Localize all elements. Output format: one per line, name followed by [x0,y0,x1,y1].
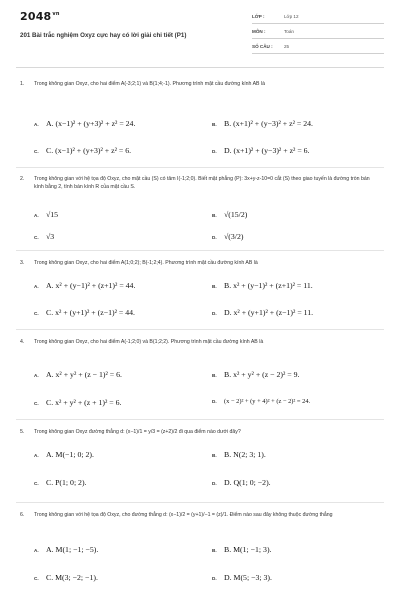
option-b[interactable] [212,210,247,219]
question-number: 2. [20,176,25,182]
option-label: C. [34,235,39,240]
option-a[interactable] [34,370,122,379]
meta-label: MÔN : [252,29,266,34]
option-c[interactable] [34,308,135,317]
meta-divider [252,38,384,39]
option-d[interactable] [212,232,243,241]
option-value: B. x² + (y−1)² + (z+1)² = 11. [224,281,313,290]
meta-class [252,14,299,19]
meta-subject [252,29,294,34]
option-label: C. [34,481,39,486]
option-value: A. x² + y² + (z − 1)² = 6. [46,370,122,379]
option-label: B. [212,213,217,218]
option-label: A. [34,122,39,127]
option-label: D. [212,235,217,240]
option-label: D. [212,576,217,581]
option-value: A. M(1; −1; −5). [46,545,99,554]
option-d[interactable] [212,573,272,582]
meta-value: Lớp 12 [284,14,299,19]
meta-label: LỚP : [252,14,265,19]
option-label: C. [34,401,39,406]
option-label: C. [34,576,39,581]
question-text: Trong không gian với hệ tọa độ Oxyz, cho mặt cầu (S) có tâm I(-1;2;0). Biết mặt phẳng (P): 3x+y-z-10=0 cắt (S) theo giao tuyến là đường tròn bán kính bằng 2, tính bán kính R của mặt cầu S. [34,176,370,191]
meta-label: SỐ CÂU : [252,44,273,49]
option-value: C. x² + y² + (z + 1)² = 6. [46,398,122,407]
option-label: A. [34,284,39,289]
option-c[interactable] [34,478,87,487]
option-c[interactable] [34,146,131,155]
option-b[interactable] [212,545,272,554]
option-a[interactable] [34,119,135,128]
header-divider [16,67,384,68]
question-number: 6. [20,512,25,518]
option-value: C. (x−1)² + (y+3)² + z² = 6. [46,146,132,155]
meta-divider [252,53,384,54]
option-label: D. [212,481,217,486]
option-label: B. [212,453,217,458]
option-value: C. P(1; 0; 2). [46,478,87,487]
question-text: Trong không gian Oxyz, cho hai điểm A(-3;2;1) và B(1;4;-1). Phương trình mặt cầu đường kính AB là [34,81,265,87]
option-label: B. [212,284,217,289]
option-label: C. [34,149,39,154]
option-label: D. [212,149,217,154]
document-title: 201 Bài trắc nghiệm Oxyz cực hay có lời giải chi tiết (P1) [20,32,187,39]
question-text: Trong không gian Oxyz, cho hai điểm A(1;0;2); B(-1;2;4). Phương trình mặt cầu đường kính AB là [34,260,258,266]
logo-text: 2048 [20,10,52,23]
option-value: √(15/2) [224,210,248,219]
option-value: A. (x−1)² + (y+3)² + z² = 24. [46,119,136,128]
option-value: D. M(5; −3; 3). [224,573,272,582]
option-label: C. [34,311,39,316]
option-b[interactable] [212,450,266,459]
option-value: √3 [46,232,55,241]
option-d[interactable] [212,478,271,487]
option-value: A. x² + (y−1)² + (z+1)² = 44. [46,281,136,290]
question-divider [16,250,384,251]
option-value: B. (x+1)² + (y−3)² + z² = 24. [224,119,313,128]
document-header [0,0,400,64]
meta-divider [252,23,384,24]
option-label: B. [212,122,217,127]
option-label: B. [212,373,217,378]
option-c[interactable] [34,232,54,241]
option-label: B. [212,548,217,553]
option-value: √15 [46,210,59,219]
option-label: A. [34,213,39,218]
question-number: 3. [20,260,25,266]
option-a[interactable] [34,281,135,290]
meta-count [252,44,289,49]
option-b[interactable] [212,370,300,379]
option-d[interactable] [212,146,310,155]
option-c[interactable] [34,573,98,582]
question-text: Trong không gian với hệ tọa độ Oxyz, cho đường thẳng d: (x−1)/2 = (y+1)/−1 = (z)/1. Điểm nào sau đây không thuộc đường thẳng [34,512,333,518]
option-value: C. M(3; −2; −1). [46,573,98,582]
option-value: B. x² + y² + (z − 2)² = 9. [224,370,300,379]
option-a[interactable] [34,545,98,554]
option-label: A. [34,548,39,553]
question-number: 4. [20,339,25,345]
option-label: A. [34,453,39,458]
option-d[interactable] [212,398,310,405]
meta-value: Toán [284,29,294,34]
option-value: √(3/2) [224,232,244,241]
question-number: 5. [20,429,25,435]
option-b[interactable] [212,281,313,290]
question-divider [16,167,384,168]
option-value: D. (x+1)² + (y−3)² + z² = 6. [224,146,310,155]
option-value: (x − 2)² + (y + 4)² + (z − 2)² = 24. [224,398,311,405]
question-divider [16,419,384,420]
option-b[interactable] [212,119,313,128]
option-d[interactable] [212,308,313,317]
option-value: B. M(1; −1; 3). [224,545,272,554]
question-number: 1. [20,81,25,87]
question-text: Trong không gian Oxyz đường thẳng d: (x−1)/1 = y/3 = (z+2)/2 đi qua điểm nào dưới đây? [34,429,241,435]
option-label: D. [212,399,217,404]
option-value: A. M(−1; 0; 2). [46,450,94,459]
site-logo[interactable] [20,10,60,23]
question-text: Trong không gian Oxyz, cho hai điểm A(-1;2;0) và B(1;2;2). Phương trình mặt cầu đường kính AB là [34,339,264,345]
meta-value: 25 [284,44,290,49]
option-value: D. x² + (y+1)² + (z−1)² = 11. [224,308,314,317]
option-a[interactable] [34,210,58,219]
option-c[interactable] [34,398,122,407]
option-a[interactable] [34,450,94,459]
option-value: B. N(2; 3; 1). [224,450,266,459]
question-divider [16,502,384,503]
option-label: D. [212,311,217,316]
option-value: C. x² + (y+1)² + (z−1)² = 44. [46,308,135,317]
logo-suffix: vn [52,11,60,18]
question-divider [16,329,384,330]
option-value: D. Q(1; 0; −2). [224,478,271,487]
option-label: A. [34,373,39,378]
